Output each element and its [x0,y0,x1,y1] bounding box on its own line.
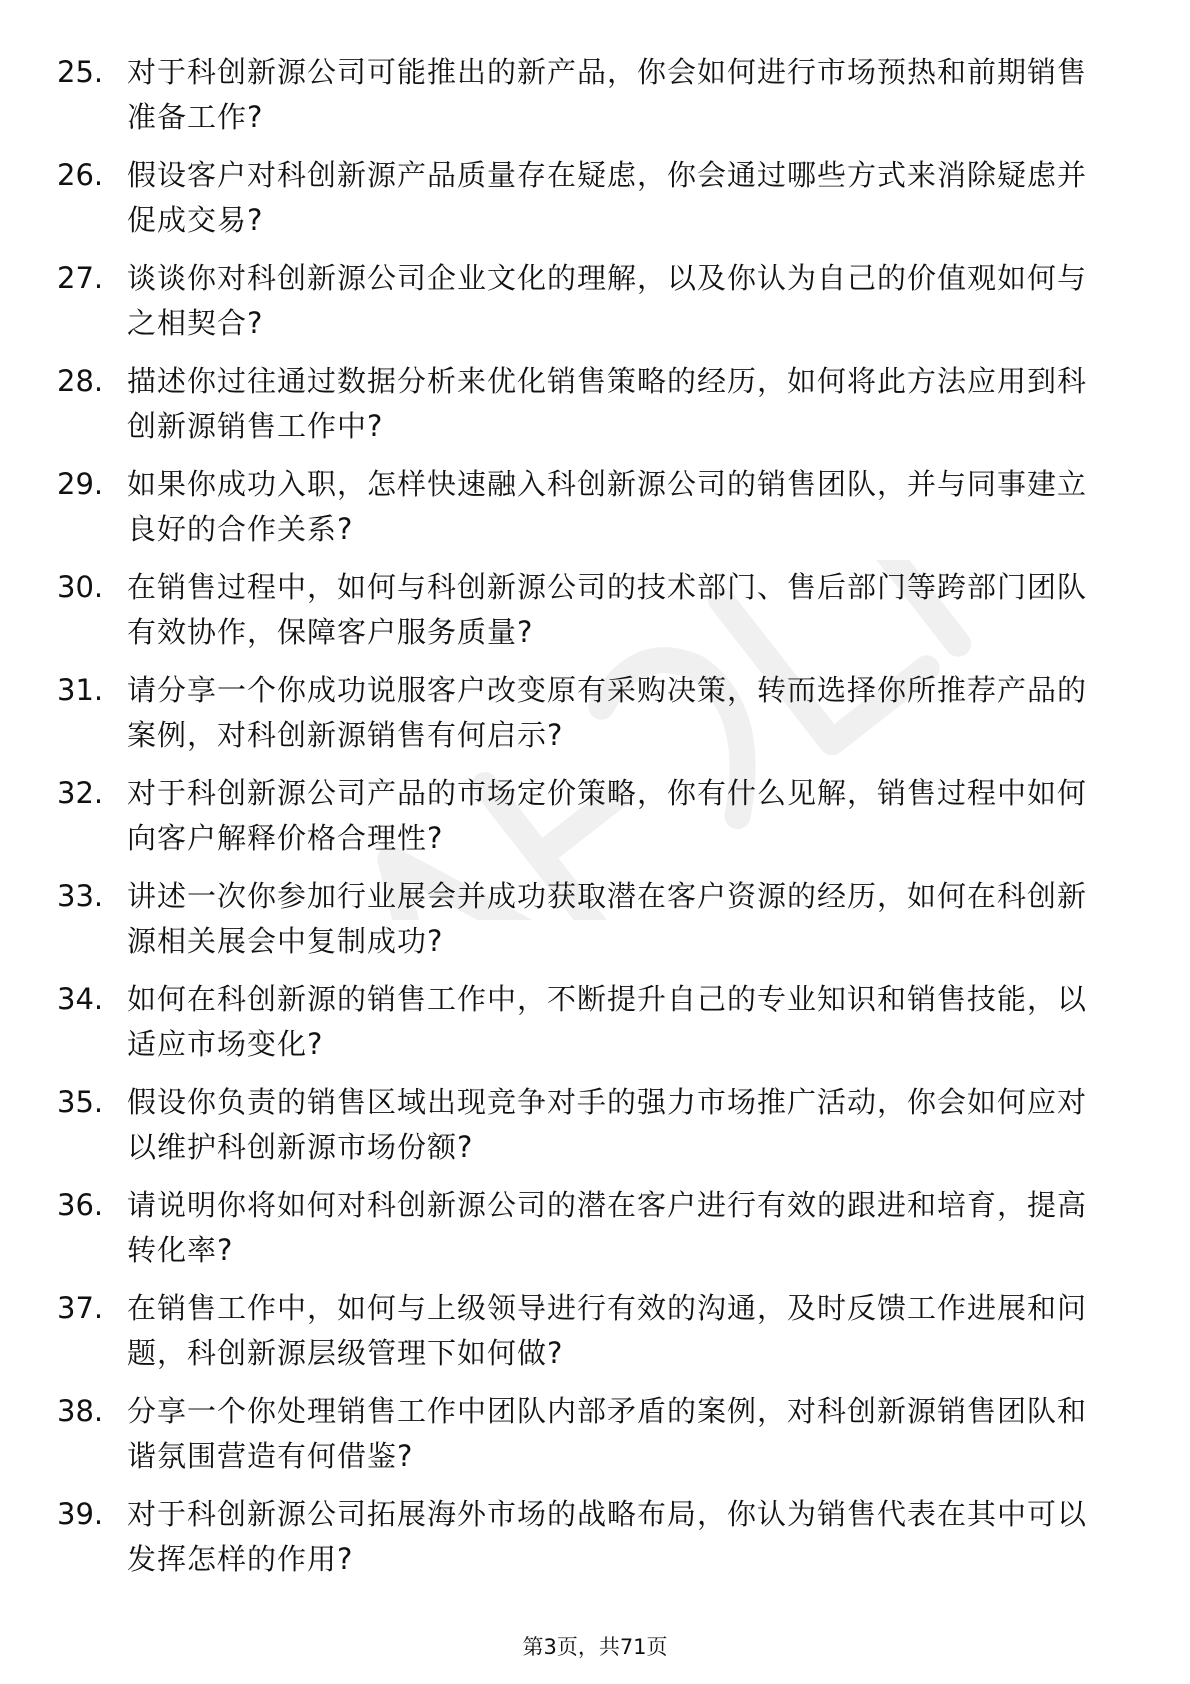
question-number: 38. [57,1394,104,1428]
question-number: 39. [57,1497,104,1531]
question-item [0,668,1190,771]
question-text: 对于科创新源公司产品的市场定价策略，你有什么见解，销售过程中如何向客户解释价格合理性? [127,776,1088,855]
question-item [0,359,1190,462]
question-text: 谈谈你对科创新源公司企业文化的理解，以及你认为自己的价值观如何与之相契合? [127,261,1088,340]
question-number: 34. [57,982,104,1016]
question-item [0,1286,1190,1389]
question-text: 假设你负责的销售区域出现竞争对手的强力市场推广活动，你会如何应对以维护科创新源市场份额? [127,1085,1088,1164]
question-text: 假设客户对科创新源产品质量存在疑虑，你会通过哪些方式来消除疑虑并促成交易? [127,158,1088,237]
question-item [0,50,1190,153]
question-text: 对于科创新源公司可能推出的新产品，你会如何进行市场预热和前期销售准备工作? [127,55,1088,134]
question-item [0,1183,1190,1286]
question-item [0,256,1190,359]
question-text: 如果你成功入职，怎样快速融入科创新源公司的销售团队，并与同事建立良好的合作关系? [127,467,1088,546]
page-footer [0,1632,1190,1662]
question-item [0,1492,1190,1595]
question-text: 讲述一次你参加行业展会并成功获取潜在客户资源的经历，如何在科创新源相关展会中复制成功? [127,879,1088,958]
question-item [0,771,1190,874]
question-item [0,1389,1190,1492]
question-item [0,153,1190,256]
question-text: 分享一个你处理销售工作中团队内部矛盾的案例，对科创新源销售团队和谐氛围营造有何借鉴? [127,1394,1088,1473]
question-text: 在销售工作中，如何与上级领导进行有效的沟通，及时反馈工作进展和问题，科创新源层级管理下如何做? [127,1291,1088,1370]
question-text: 如何在科创新源的销售工作中，不断提升自己的专业知识和销售技能，以适应市场变化? [127,982,1088,1061]
question-number: 25. [57,55,104,89]
question-item [0,874,1190,977]
question-item [0,565,1190,668]
question-number: 26. [57,158,104,192]
page-number-label: 第3页，共71页 [522,1635,668,1659]
question-number: 27. [57,261,104,295]
question-text: 在销售过程中，如何与科创新源公司的技术部门、售后部门等跨部门团队有效协作，保障客户服务质量? [127,570,1088,649]
question-number: 28. [57,364,104,398]
question-number: 31. [57,673,104,707]
question-item [0,462,1190,565]
question-number: 36. [57,1188,104,1222]
question-number: 35. [57,1085,104,1119]
question-text: 请分享一个你成功说服客户改变原有采购决策，转而选择你所推荐产品的案例，对科创新源销售有何启示? [127,673,1088,752]
question-item [0,1080,1190,1183]
question-text: 对于科创新源公司拓展海外市场的战略布局，你认为销售代表在其中可以发挥怎样的作用? [127,1497,1088,1576]
question-number: 29. [57,467,104,501]
question-item [0,977,1190,1080]
question-text: 请说明你将如何对科创新源公司的潜在客户进行有效的跟进和培育，提高转化率? [127,1188,1088,1267]
question-text: 描述你过往通过数据分析来优化销售策略的经历，如何将此方法应用到科创新源销售工作中? [127,364,1088,443]
question-list [0,50,1190,1595]
question-number: 32. [57,776,104,810]
question-number: 33. [57,879,104,913]
question-number: 30. [57,570,104,604]
question-number: 37. [57,1291,104,1325]
